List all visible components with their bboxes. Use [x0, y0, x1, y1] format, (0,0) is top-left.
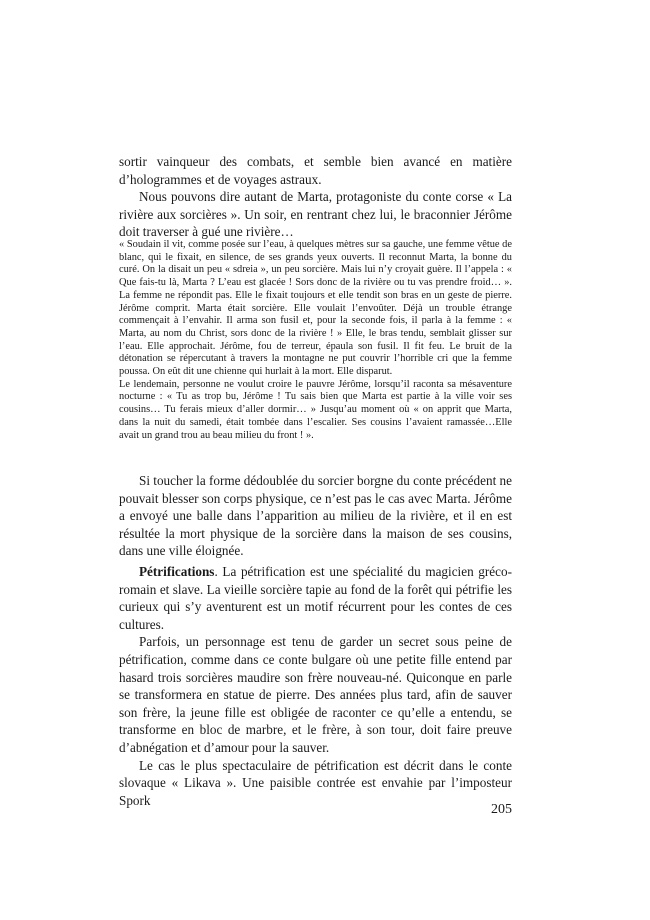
after-quote-paragraph: Si toucher la forme dédoublée du sorcier borgne du conte précédent ne pouvait blesser son corps physique, ce n’est pas le cas avec Marta. Jérôme a envoyé une balle dans l’apparition au milieu de la rivière, et il en est résultée la mort physique de la sorcière dans la maison de ses cousins, dans une ville éloignée.: [119, 473, 512, 559]
quote-paragraph-2: Le lendemain, personne ne voulut croire le pauvre Jérôme, lorsqu’il raconta sa mésaventure nocturne : « Tu as trop bu, Jérôme ! Tu sais bien que Marta est partie à la ville voir ses cousins… Tu ferais mieux d’aller dormir… » Jusqu’au moment où « on apprit que Marta, dans la nuit du samedi, était tombée dans l’escalier. Ses cousins l’avaient ramassée…Elle avait un grand trou au beau milieu du front ! ».: [119, 378, 512, 441]
page-number: 205: [491, 802, 512, 817]
block-quote: [119, 239, 512, 442]
intro-paragraph-1: sortir vainqueur des combats, et semble bien avancé en matière d’hologrammes et de voyages astraux.: [119, 154, 512, 187]
intro-paragraph-2: Nous pouvons dire autant de Marta, protagoniste du conte corse « La rivière aux sorcières ». Un soir, en rentrant chez lui, le braconnier Jérôme doit traverser à gué une rivière…: [119, 189, 512, 240]
section-paragraph-1: [119, 563, 512, 633]
intro-text: [119, 153, 512, 241]
after-quote-text: [119, 472, 512, 560]
section-paragraph-1-text: . La pétrification est une spécialité du magicien gréco-romain et slave. La vieille sorcière tapie au fond de la forêt qui pétrifie les curieux qui s’y aventurent est un motif récurrent pour les contes de ces cultures.: [119, 564, 512, 632]
section-paragraph-2: Parfois, un personnage est tenu de garder un secret sous peine de pétrification, comme dans ce conte bulgare où une petite fille entend par hasard trois sorcières maudire son frère nouveau-né. Quiconque en parle se transformera en statue de pierre. Des années plus tard, afin de sauver son frère, la jeune fille est obligée de raconter ce qu’elle a entendu, se transforme en bloc de marbre, et le frère, à son tour, doit faire preuve d’abnégation et d’amour pour la sauver.: [119, 634, 512, 755]
section-petrifications: [119, 563, 512, 809]
quote-paragraph-1: « Soudain il vit, comme posée sur l’eau, à quelques mètres sur sa gauche, une femme vêtue de blanc, qui le fixait, en silence, de ses grands yeux ouverts. Il reconnut Marta, la bonne du curé. On la disait un peu « sdreia », un peu sorcière. Mais lui n’y croyait guère. Il l’appela : « Que fais-tu là, Marta ? L’eau est glacée ! Sors donc de la rivière ou tu vas prendre froid… ». La femme ne répondit pas. Elle le fixait toujours et elle tendit son bras en un geste de pierre. Jérôme comprit. Marta était sorcière. Elle voulait l’envoûter. Déjà un trouble étrange commençait à l’envahir. Il arma son fusil et, pour la seconde fois, il parla à la femme : « Marta, au nom du Christ, sors donc de la rivière ! » Elle, le bras tendu, semblait glisser sur l’eau. Elle approchait. Jérôme, fou de terreur, épaula son fusil. Il fit feu. Le bruit de la détonation se répercutant à travers la montagne ne put couvrir l’horrible cri que la femme poussa. On eût dit une chienne qui hurlait à la mort. Elle disparut.: [119, 239, 512, 378]
section-paragraph-3: Le cas le plus spectaculaire de pétrification est décrit dans le conte slovaque « Likava ». Une paisible contrée est envahie par l’imposteur Spork: [119, 757, 512, 808]
section-heading: Pétrifications: [139, 564, 215, 579]
